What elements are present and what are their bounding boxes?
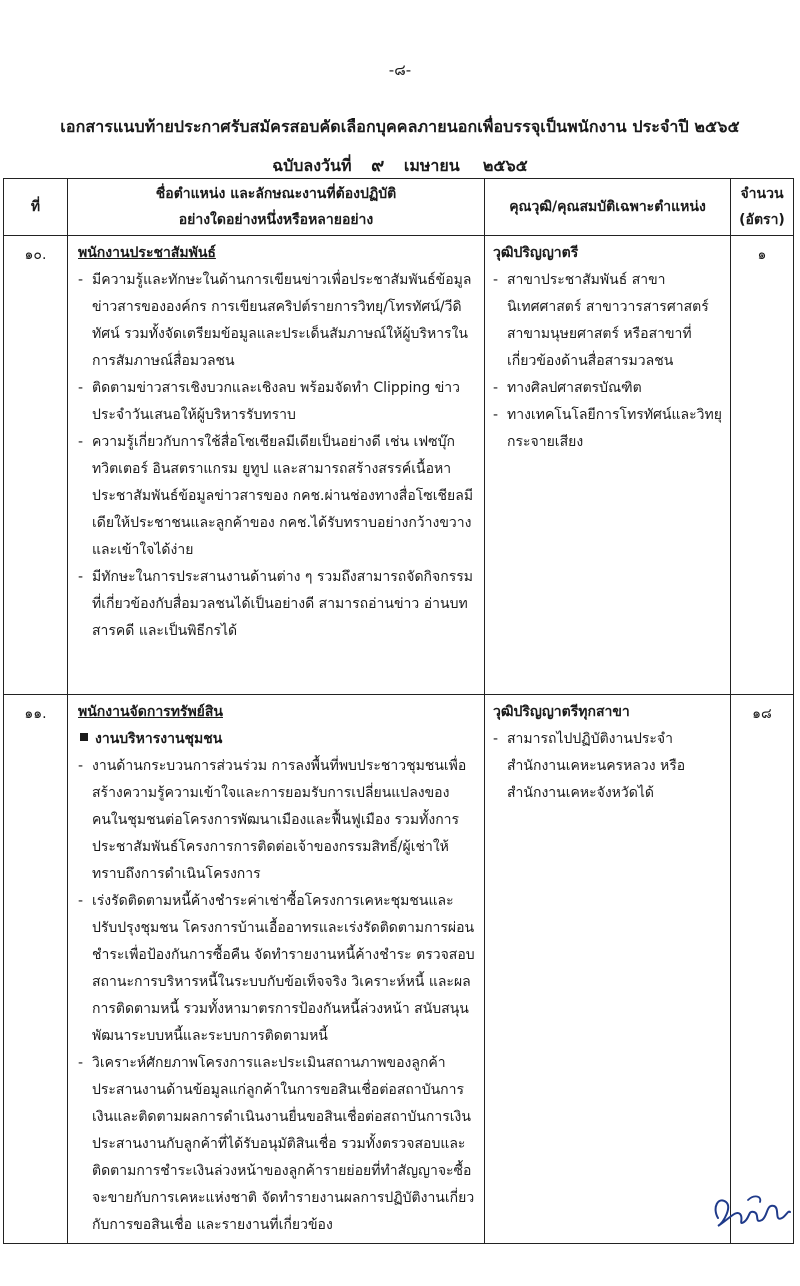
header-title-line2: อย่างใดอย่างหนึ่งหรือหลายอย่าง <box>178 212 374 228</box>
qualification-list <box>493 726 724 807</box>
duty-item: - เร่งรัดติดตามหนี้ค้างชำระค่าเช่าซื้อโครงการเคหะชุมชนและปรับปรุงชุมชน โครงการบ้านเอื้ออาทรและเร่งรัดติดตามการผ่อนชำระเพื่อป้องกันการซื้อคืน จัดทำรายงานหนี้ค้างชำระ ตรวจสอบสถานะการบริหารหนี้ในระบบกับข้อเท็จจริง วิเคราะห์หนี้ และผลการติดตามหนี้ รวมทั้งหามาตรการป้องกันหนี้ล่วงหน้า สนับสนุนพัฒนาระบบหนี้และระบบการติดตามหนี้ <box>78 888 476 1050</box>
qualification-cell <box>485 695 731 1244</box>
duty-list <box>78 267 476 645</box>
section-heading <box>78 726 476 753</box>
subtitle-month: เมษายน <box>403 156 460 175</box>
qualification-item: - ทางศิลปศาสตรบัณฑิต <box>493 375 724 402</box>
signature-icon <box>704 1188 794 1236</box>
qualification-title: วุฒิปริญญาตรี <box>493 245 579 261</box>
table-row <box>4 695 794 1244</box>
header-qualification: คุณวุฒิ/คุณสมบัติเฉพาะตำแหน่ง <box>485 179 731 236</box>
qualification-item: - สาขาประชาสัมพันธ์ สาขานิเทศศาสตร์ สาขาวารสารศาสตร์ สาขามนุษยศาสตร์ หรือสาขาที่เกี่ยวข้องด้านสื่อสารมวลชน <box>493 267 724 375</box>
header-count-line2: (อัตรา) <box>739 212 785 228</box>
positions-table <box>3 178 794 1244</box>
header-no: ที่ <box>4 179 68 236</box>
position-description <box>68 695 485 1244</box>
table-row <box>4 236 794 695</box>
duty-item: - ความรู้เกี่ยวกับการใช้สื่อโซเชียลมีเดียเป็นอย่างดี เช่น เฟซบุ๊ก ทวิตเตอร์ อินสตราแกรม ยูทูป และสามารถสร้างสรรค์เนื้อหาประชาสัมพันธ์ข้อมูลข่าวสารของ กคช.ผ่านช่องทางสื่อโซเชียลมีเดียให้ประชาชนและลูกค้าของ กคช.ได้รับทราบอย่างกว้างขวางและเข้าใจได้ง่าย <box>78 429 476 564</box>
row-number: ๑๐. <box>4 236 68 695</box>
section-heading-label: งานบริหารงานชุมชน <box>95 731 223 747</box>
qualification-item: - ทางเทคโนโลยีการโทรทัศน์และวิทยุกระจายเสียง <box>493 402 724 456</box>
page-number: -๘- <box>388 61 412 79</box>
header-title-line1: ชื่อตำแหน่ง และลักษณะงานที่ต้องปฏิบัติ <box>155 186 397 202</box>
header-count <box>731 179 794 236</box>
position-count: ๑๘ <box>731 695 794 1244</box>
row-number: ๑๑. <box>4 695 68 1244</box>
duty-item: - มีความรู้และทักษะในด้านการเขียนข่าวเพื่อประชาสัมพันธ์ข้อมูลข่าวสารขององค์กร การเขียนสคริปต์รายการวิทยุ/โทรทัศน์/วีดิทัศน์ รวมทั้งจัดเตรียมข้อมูลและประเด็นสัมภาษณ์ให้ผู้บริหารในการสัมภาษณ์สื่อมวลชน <box>78 267 476 375</box>
subtitle-year: ๒๕๖๕ <box>482 156 528 175</box>
document-subtitle <box>0 150 800 179</box>
table-header-row <box>4 179 794 236</box>
qualification-title: วุฒิปริญญาตรีทุกสาขา <box>493 704 630 720</box>
qualification-cell <box>485 236 731 695</box>
qualification-item: - สามารถไปปฏิบัติงานประจำสำนักงานเคหะนครหลวง หรือสำนักงานเคหะจังหวัดได้ <box>493 726 724 807</box>
position-description <box>68 236 485 695</box>
duty-item: - วิเคราะห์ศักยภาพโครงการและประเมินสถานภาพของลูกค้า ประสานงานด้านข้อมูลแก่ลูกค้าในการขอสินเชื่อต่อสถาบันการเงินและติดตามผลการดำเนินงานยื่นขอสินเชื่อต่อสถาบันการเงิน ประสานงานกับลูกค้าที่ได้รับอนุมัติสินเชื่อ รวมทั้งตรวจสอบและติดตามการชำระเงินล่วงหน้าของลูกค้ารายย่อยที่ทำสัญญาจะซื้อจะขายกับการเคหะแห่งชาติ จัดทำรายงานผลการปฏิบัติงานเกี่ยวกับการขอสินเชื่อ และรายงานที่เกี่ยวข้อง <box>78 1050 476 1239</box>
subtitle-prefix: ฉบับลงวันที่ <box>272 156 352 175</box>
duty-item: - งานด้านกระบวนการส่วนร่วม การลงพื้นที่พบประชาวชุมชนเพื่อสร้างความรู้ความเข้าใจและการยอมรับการเปลี่ยนแปลงของคนในชุมชนต่อโครงการพัฒนาเมืองและฟื้นฟูเมือง รวมทั้งการประชาสัมพันธ์โครงการการติดต่อเจ้าของกรรมสิทธิ์/ผู้เช่าให้ทราบถึงการดำเนินโครงการ <box>78 753 476 888</box>
subtitle-day: ๙ <box>371 155 385 176</box>
duty-list <box>78 753 476 1239</box>
qualification-list <box>493 267 724 456</box>
header-title <box>68 179 485 236</box>
document-title: เอกสารแนบท้ายประกาศรับสมัครสอบคัดเลือกบุคคลภายนอกเพื่อบรรจุเป็นพนักงาน ประจำปี ๒๕๖๕ <box>60 117 740 136</box>
position-title: พนักงานประชาสัมพันธ์ <box>78 245 216 261</box>
position-title: พนักงานจัดการทรัพย์สิน <box>78 704 223 720</box>
duty-item: - มีทักษะในการประสานงานด้านต่าง ๆ รวมถึงสามารถจัดกิจกรรมที่เกี่ยวข้องกับสื่อมวลชนได้เป็นอย่างดี สามารถอ่านข่าว อ่านบทสารคดี และเป็นพิธีกรได้ <box>78 564 476 645</box>
header-count-line1: จำนวน <box>740 186 784 202</box>
position-count: ๑ <box>731 236 794 695</box>
square-bullet-icon <box>80 733 88 741</box>
duty-item: - ติดตามข่าวสารเชิงบวกและเชิงลบ พร้อมจัดทำ Clipping ข่าวประจำวันเสนอให้ผู้บริหารรับทราบ <box>78 375 476 429</box>
